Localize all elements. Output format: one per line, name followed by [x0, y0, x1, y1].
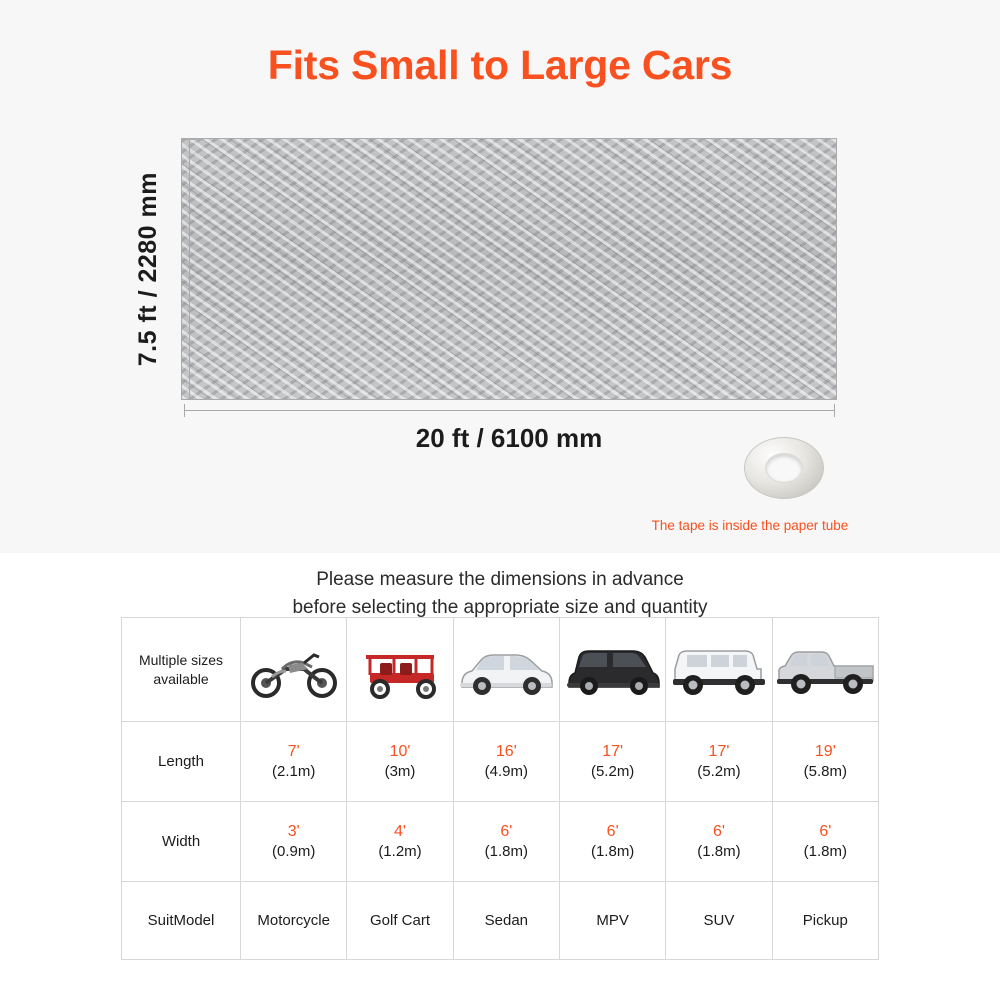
- width-value-m: (1.8m): [697, 843, 741, 861]
- table-row: [122, 722, 879, 802]
- mat-illustration: [181, 138, 837, 400]
- horizontal-dimension-line: [184, 410, 834, 411]
- width-value-ft: 6': [500, 822, 513, 840]
- pickup-icon: [773, 639, 877, 701]
- horizontal-dimension-cap-right: [834, 404, 835, 417]
- width-value-m: (1.8m): [484, 843, 528, 861]
- table-cell-width-mpv: [559, 802, 665, 882]
- vertical-dimension-cap-top: [183, 139, 196, 140]
- table-cell-vehicle-golf-cart: [347, 618, 453, 722]
- width-value-m: (1.8m): [590, 843, 635, 861]
- table-cell-model-suv: SUV: [666, 882, 772, 960]
- table-cell-vehicle-suv: [666, 618, 772, 722]
- sizes-label-line1: Multiple sizes: [138, 652, 224, 669]
- table-cell-width-suv: [666, 802, 772, 882]
- size-table-wrapper: [121, 617, 879, 960]
- table-row: [122, 802, 879, 882]
- length-value-m: (5.8m): [803, 763, 847, 781]
- width-value-ft: 4': [394, 822, 406, 840]
- table-cell-suitmodel-label: SuitModel: [122, 882, 241, 960]
- motorcycle-icon: [242, 639, 346, 701]
- suv-icon: [667, 639, 771, 701]
- table-cell-model-sedan: Sedan: [453, 882, 559, 960]
- length-value-ft: 7': [287, 742, 300, 760]
- table-cell-length-suv: [666, 722, 772, 802]
- tape-caption: The tape is inside the paper tube: [651, 518, 849, 533]
- table-cell-length-mpv: [559, 722, 665, 802]
- tape-roll-inner: [765, 453, 803, 483]
- length-value-ft: 17': [602, 742, 624, 760]
- mat-height-text: 7.5 ft / 2280 mm: [133, 171, 162, 367]
- length-value-m: (2.1m): [271, 763, 316, 781]
- mpv-icon: [561, 639, 665, 701]
- length-value-m: (3m): [384, 763, 416, 781]
- table-row: [122, 882, 879, 960]
- table-cell-vehicle-motorcycle: [241, 618, 347, 722]
- table-row: [122, 618, 879, 722]
- sizes-label-line2: available: [153, 670, 209, 687]
- table-cell-vehicle-mpv: [559, 618, 665, 722]
- length-value-m: (5.2m): [697, 763, 741, 781]
- table-cell-model-golf-cart: Golf Cart: [347, 882, 453, 960]
- length-value-ft: 16': [495, 742, 517, 760]
- length-value-ft: 19': [814, 742, 836, 760]
- measure-instruction-line1: Please measure the dimensions in advance: [316, 569, 684, 590]
- width-value-m: (1.2m): [378, 843, 422, 861]
- page-title: Fits Small to Large Cars: [267, 42, 733, 88]
- mat-width-label: 20 ft / 6100 mm: [415, 423, 603, 453]
- sedan-icon: [454, 639, 558, 701]
- table-cell-width-motorcycle: [241, 802, 347, 882]
- table-cell-length-label: Length: [122, 722, 241, 802]
- vertical-dimension-line: [189, 139, 190, 399]
- table-cell-width-pickup: [772, 802, 878, 882]
- length-value-m: (5.2m): [590, 763, 635, 781]
- table-cell-sizes-label: [122, 618, 241, 722]
- mat-height-label: [118, 140, 178, 398]
- width-value-ft: 3': [287, 822, 300, 840]
- table-cell-model-pickup: Pickup: [772, 882, 878, 960]
- length-value-m: (4.9m): [484, 763, 528, 781]
- measure-instruction-line2: before selecting the appropriate size and quantity: [292, 596, 708, 618]
- vertical-dimension-cap-bottom: [183, 399, 196, 400]
- table-cell-length-motorcycle: [241, 722, 347, 802]
- width-value-m: (1.8m): [803, 843, 847, 861]
- measure-instruction: [0, 566, 1000, 621]
- table-cell-length-golf-cart: [347, 722, 453, 802]
- horizontal-dimension-cap-left: [184, 404, 185, 417]
- table-cell-model-mpv: MPV: [559, 882, 665, 960]
- width-value-ft: 6': [606, 822, 619, 840]
- table-cell-width-sedan: [453, 802, 559, 882]
- table-cell-width-label: Width: [122, 802, 241, 882]
- size-table: [121, 617, 879, 960]
- width-value-ft: 6': [713, 822, 725, 840]
- length-value-ft: 17': [708, 742, 730, 760]
- table-cell-length-pickup: [772, 722, 878, 802]
- table-cell-vehicle-pickup: [772, 618, 878, 722]
- table-cell-width-golf-cart: [347, 802, 453, 882]
- table-cell-model-motorcycle: Motorcycle: [241, 882, 347, 960]
- width-value-m: (0.9m): [271, 843, 316, 861]
- width-value-ft: 6': [819, 822, 832, 840]
- table-cell-vehicle-sedan: [453, 618, 559, 722]
- table-cell-length-sedan: [453, 722, 559, 802]
- tape-roll-icon: [744, 437, 824, 499]
- length-value-ft: 10': [389, 742, 411, 760]
- golf-cart-icon: [348, 639, 452, 701]
